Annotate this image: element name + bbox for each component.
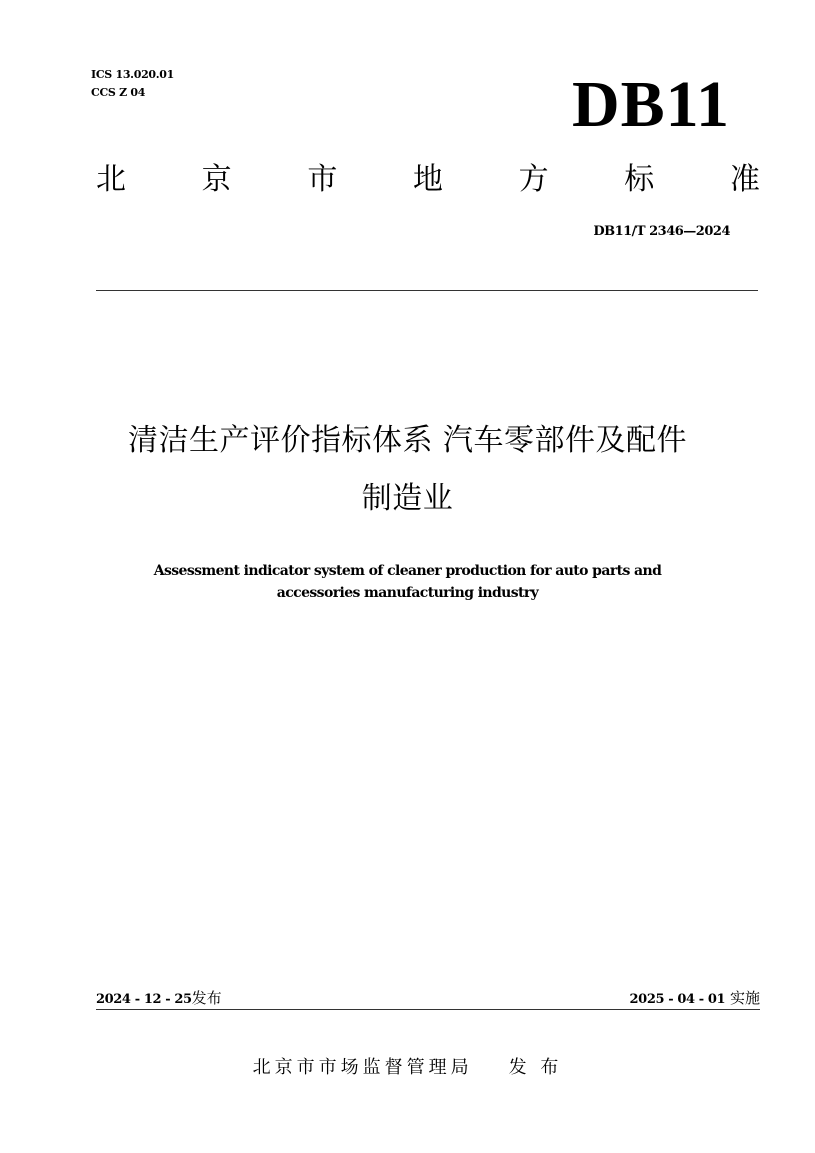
standard-type-char: 京 bbox=[201, 162, 232, 197]
standard-type-char: 方 bbox=[518, 162, 549, 197]
standard-type bbox=[96, 160, 760, 200]
chinese-title bbox=[0, 412, 815, 528]
issuer-name: 北京市市场监督管理局 bbox=[252, 1057, 473, 1078]
standard-type-char: 标 bbox=[624, 162, 655, 197]
standard-type-char: 准 bbox=[729, 162, 760, 197]
effective-date: 2025 - 04 - 01 bbox=[629, 992, 726, 1007]
english-title-line-2: accessories manufacturing industry bbox=[276, 585, 539, 601]
ccs-code: CCS Z 04 bbox=[91, 86, 146, 99]
issuer bbox=[0, 1053, 815, 1079]
english-title bbox=[0, 560, 815, 604]
effective-info bbox=[630, 987, 760, 1008]
header-divider bbox=[96, 290, 758, 291]
ics-code: ICS 13.020.01 bbox=[91, 68, 175, 81]
release-info bbox=[96, 987, 222, 1008]
standard-type-char: 北 bbox=[96, 162, 126, 197]
issuer-action: 发 布 bbox=[508, 1057, 563, 1078]
standard-type-char: 市 bbox=[307, 162, 338, 197]
chinese-title-line-1: 清洁生产评价指标体系 汽车零部件及配件 bbox=[127, 423, 688, 458]
standard-type-char: 地 bbox=[412, 162, 443, 197]
english-title-line-1: Assessment indicator system of cleaner production for auto parts and bbox=[153, 563, 662, 579]
release-date: 2024 - 12 - 25 bbox=[96, 992, 192, 1007]
db11-logo: DB11 bbox=[571, 68, 730, 141]
chinese-title-line-2: 制造业 bbox=[361, 481, 454, 516]
effective-label: 实施 bbox=[729, 989, 760, 1007]
standard-code: DB11/T 2346—2024 bbox=[593, 224, 730, 239]
classification-codes bbox=[91, 66, 174, 102]
date-bar bbox=[96, 985, 760, 1010]
release-label: 发布 bbox=[191, 989, 222, 1007]
